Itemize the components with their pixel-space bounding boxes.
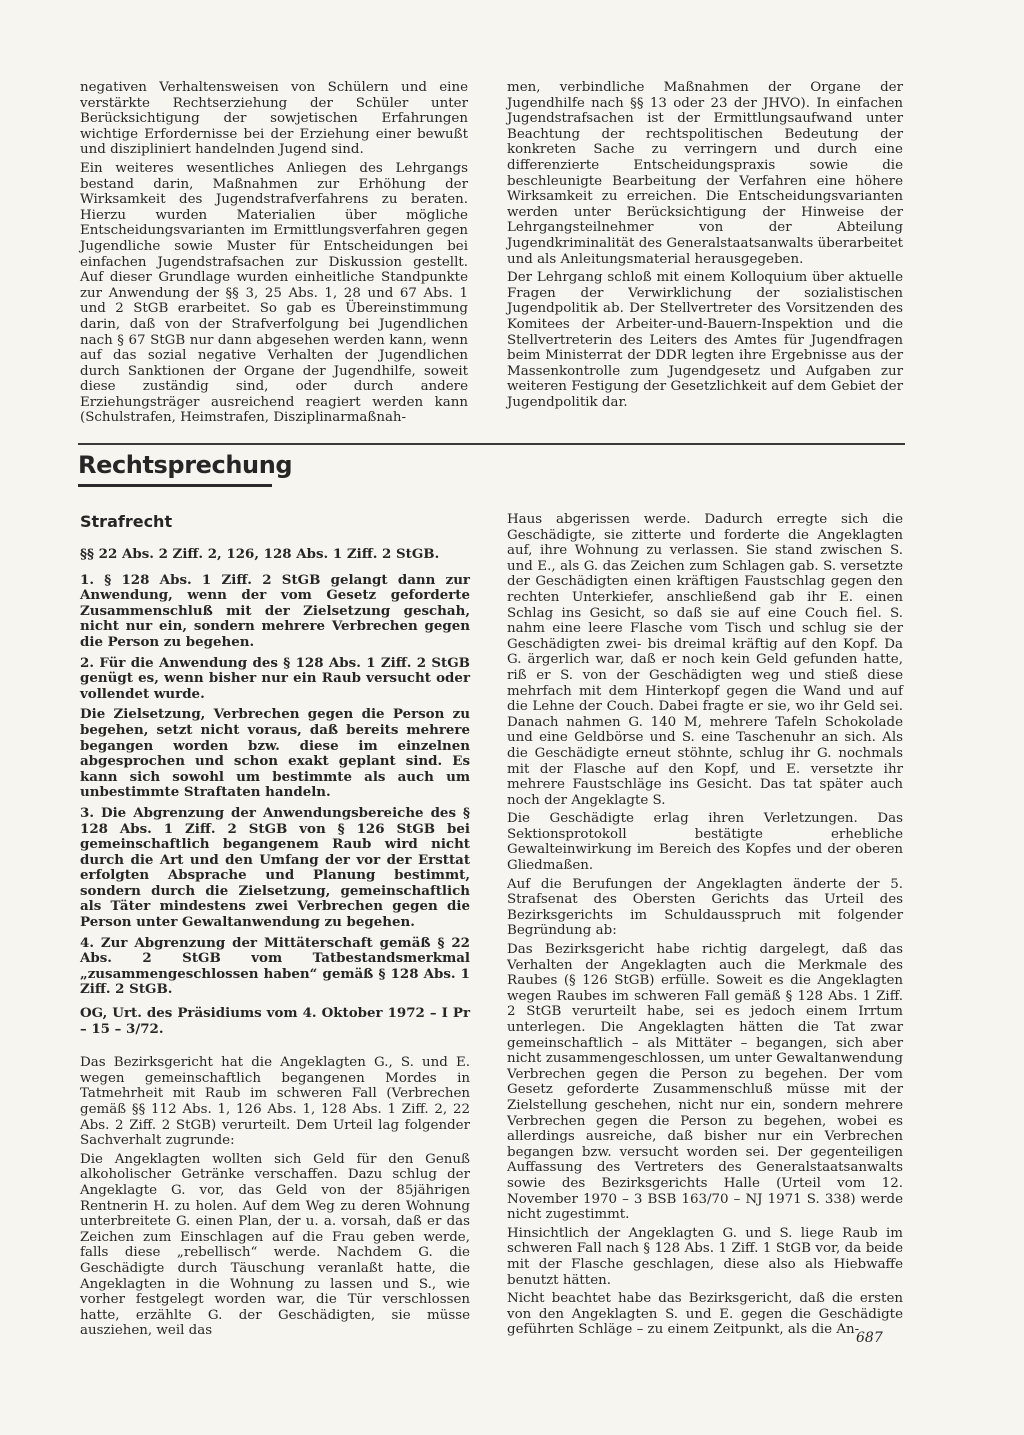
report-paragraph: Ein weiteres wesentliches Anliegen des Lehrgangs bestand darin, Maßnahmen zur Erhöhung der Wirksamkeit des Jugendstrafverfahrens zu beraten. Hierzu wurden Materialien über mögliche Entscheidungsvarianten im Ermittlungsverfahren gegen Jugendliche sowie Muster für Entscheidungen bei einfachen Jugendstrafsachen zur Diskussion gestellt. Auf dieser Grundlage wurden einheitliche Standpunkte zur Anwendung der §§ 3, 25 Abs. 1, 28 und 67 Abs. 1 und 2 StGB erarbeitet. So gab es Übereinstimmung darin, daß von der Strafverfolgung bei Jugendlichen nach § 67 StGB nur dann abgesehen werden kann, wenn auf das sozial negative Verhalten der Jugendlichen durch Sanktionen der Organe der Jugendhilfe, soweit diese zuständig sind, oder durch andere Erziehungsträger ausreichend reagiert werden kann (Schulstrafen, Heimstrafen, Disziplinarmaßnah- bbox=[80, 160, 468, 426]
decision-paragraph: Das Bezirksgericht habe richtig dargelegt, daß das Verhalten der Angeklagten auch die Merkmale des Raubes (§ 126 StGB) erfülle. Soweit es die Angeklagten wegen Raubes im schweren Fall gemäß § 128 Abs. 1 Ziff. 2 StGB verurteilt habe, sei es jedoch einem Irrtum unterlegen. Die Angeklagten hätten die Tat zwar gemeinschaftlich – als Mittäter – begangen, sich aber nicht zusammengeschlossen, um unter Gewaltanwendung Verbrechen gegen die Person zu begehen. Der vom Gesetz geforderte Zusammenschluß müsse mit der Zielstellung geschehen, nicht nur ein, sondern mehrere Verbrechen gegen die Person zu begehen, wobei es allerdings ausreiche, daß bisher nur ein Verbrechen begangen bzw. versucht worden sei. Der gegenteiligen Auffassung des Vertreters des Generalstaatsanwalts sowie des Bezirksgerichts Halle (Urteil vom 12. November 1970 – 3 BSB 163/70 – NJ 1971 S. 338) werde nicht zugestimmt. bbox=[507, 942, 903, 1223]
report-paragraph: Der Lehrgang schloß mit einem Kolloquium über aktuelle Fragen der Verwirklichung der sozialistischen Jugendpolitik ab. Der Stellvertreter des Vorsitzenden des Komitees der Arbeiter-und-Bauern-Inspektion und die Stellvertreterin des Leiters des Amtes für Jugendfragen beim Ministerrat der DDR legten ihre Ergebnisse aus der Massenkontrolle zum Jugendgesetz und Aufgaben zur weiteren Festigung der Gesetzlichkeit auf dem Gebiet der Jugendpolitik dar. bbox=[507, 270, 903, 410]
subsection-heading: Strafrecht bbox=[80, 512, 173, 531]
headnote-2-continued: Die Zielsetzung, Verbrechen gegen die Person zu begehen, setzt nicht voraus, daß bereits mehrere begangen worden bzw. diese im einzelnen abgesprochen und schon exakt geplant sind. Es kann sich sowohl um bestimmte als auch um unbestimmte Straftaten handeln. bbox=[80, 706, 470, 801]
headnote-1: 1. § 128 Abs. 1 Ziff. 2 StGB gelangt dann zur Anwendung, wenn der vom Gesetz geforderte Zusammenschluß mit der Zielsetzung geschah, nicht nur ein, sondern mehrere Verbrechen gegen die Person zu begehen. bbox=[80, 571, 470, 650]
report-column-right bbox=[507, 80, 903, 413]
section-title: Rechtsprechung bbox=[78, 451, 293, 479]
decision-paragraph: Nicht beachtet habe das Bezirksgericht, daß die ersten von den Angeklagten S. und E. gegen die Geschädigte geführten Schläge – zu einem Zeitpunkt, als die An- bbox=[507, 1291, 903, 1338]
page-number: 687 bbox=[856, 1330, 883, 1346]
report-column-left bbox=[80, 80, 468, 429]
norm-citation: §§ 22 Abs. 2 Ziff. 2, 126, 128 Abs. 1 Ziff. 2 StGB. bbox=[80, 546, 440, 562]
headnote-3: 3. Die Abgrenzung der Anwendungsbereiche des § 128 Abs. 1 Ziff. 2 StGB von § 126 StGB bei gemeinschaftlich begangenem Raub wird nicht durch die Art und den Umfang der vor der Ersttat erfolgten Absprache und Planung bestimmt, sondern durch die Zielsetzung, gemeinschaftlich als Täter mindestens zwei Verbrechen gegen die Person unter Gewaltanwendung zu begehen. bbox=[80, 804, 470, 931]
decision-paragraph: Das Bezirksgericht hat die Angeklagten G., S. und E. wegen gemeinschaftlich begangenen Mordes in Tatmehrheit mit Raub im schweren Fall (Verbrechen gemäß §§ 112 Abs. 1, 126 Abs. 1, 128 Abs. 1 Ziff. 2, 22 Abs. 2 Ziff. 2 StGB) verurteilt. Dem Urteil lag folgender Sachverhalt zugrunde: bbox=[80, 1055, 470, 1149]
decision-paragraph: Haus abgerissen werde. Dadurch erregte sich die Geschädigte, sie zitterte und forderte die Angeklagten auf, ihre Wohnung zu verlassen. Sie stand zwischen S. und E., als G. das Zeichen zum Schlagen gab. S. versetzte der Geschädigten einen kräftigen Faustschlag gegen den rechten Unterkiefer, anschließend gab ihr E. einen Schlag ins Gesicht, so daß sie auf eine Couch fiel. S. nahm eine leere Flasche vom Tisch und schlug sie der Geschädigten zwei- bis dreimal kräftig auf den Kopf. Da G. ärgerlich war, daß er noch kein Geld gefunden hatte, riß er S. von der Geschädigten weg und stieß diese mehrfach mit dem Hinterkopf gegen die Wand und auf die Lehne der Couch. Dabei fragte er sie, wo ihr Geld sei. Danach nahmen G. 140 M, mehrere Tafeln Schokolade und eine Geldbörse und S. eine Taschenuhr an sich. Als die Geschädigte erneut stöhnte, schlug ihr G. nochmals mit der Flasche auf den Kopf, und E. versetzte ihr mehrere Faustschläge ins Gesicht. Das tat später auch noch der Angeklagte S. bbox=[507, 512, 903, 808]
headnote-2: 2. Für die Anwendung des § 128 Abs. 1 Ziff. 2 StGB genügt es, wenn bisher nur ein Raub versucht oder vollendet wurde. bbox=[80, 654, 470, 702]
decision-reference: OG, Urt. des Präsidiums vom 4. Oktober 1972 – I Pr – 15 – 3/72. bbox=[80, 1005, 470, 1037]
headnote-4: 4. Zur Abgrenzung der Mittäterschaft gemäß § 22 Abs. 2 StGB vom Tatbestandsmerkmal „zusammengeschlossen haben“ gemäß § 128 Abs. 1 Ziff. 2 StGB. bbox=[80, 934, 470, 998]
decision-column-right bbox=[507, 512, 903, 1341]
decision-paragraph: Die Angeklagten wollten sich Geld für den Genuß alkoholischer Getränke verschaffen. Dazu schlug der Angeklagte G. vor, das Geld von der 85jährigen Rentnerin H. zu holen. Auf dem Weg zu deren Wohnung unterbreitete G. einen Plan, der u. a. vorsah, daß er das Zeichen zum Einschlagen auf die Frau geben werde, falls diese „rebellisch“ werde. Nachdem G. die Geschädigte durch Täuschung veranlaßt hatte, die Angeklagten in die Wohnung zu lassen und S., wie vorher festgelegt worden war, die Tür verschlossen hatte, erzählte G. der Geschädigten, sie müsse ausziehen, weil das bbox=[80, 1151, 470, 1339]
section-title-underline bbox=[78, 484, 272, 487]
decision-paragraph: Auf die Berufungen der Angeklagten änderte der 5. Strafsenat des Obersten Gerichts das Urteil des Bezirksgerichts im Schuldausspruch mit folgender Begründung ab: bbox=[507, 876, 903, 939]
section-divider bbox=[78, 443, 905, 445]
decision-paragraph: Die Geschädigte erlag ihren Verletzungen. Das Sektionsprotokoll bestätigte erhebliche Gewalteinwirkung im Bereich des Kopfes und der oberen Gliedmaßen. bbox=[507, 811, 903, 874]
report-paragraph: men, verbindliche Maßnahmen der Organe der Jugendhilfe nach §§ 13 oder 23 der JHVO). In einfachen Jugendstrafsachen ist der Ermittlungsaufwand unter Beachtung der rechtspolitischen Bedeutung der konkreten Sache zu verringern und durch eine differenzierte Entscheidungspraxis sowie die beschleunigte Bearbeitung der Verfahren eine höhere Wirksamkeit zu erreichen. Die Entscheidungsvarianten werden unter Berücksichtigung der Hinweise der Lehrgangsteilnehmer von der Abteilung Jugendkriminalität des Generalstaatsanwalts überarbeitet und als Anleitungsmaterial herausgegeben. bbox=[507, 80, 903, 267]
decision-paragraph: Hinsichtlich der Angeklagten G. und S. liege Raub im schweren Fall nach § 128 Abs. 1 Ziff. 1 StGB vor, da beide mit der Flasche geschlagen, diese also als Hiebwaffe benutzt hätten. bbox=[507, 1225, 903, 1288]
decision-column-left bbox=[80, 512, 470, 1342]
report-paragraph: negativen Verhaltensweisen von Schülern und eine verstärkte Rechtserziehung der Schüler unter Berücksichtigung der sowjetischen Erfahrungen wichtige Erfordernisse bei der Erziehung einer bewußt und diszipliniert handelnden Jugend sind. bbox=[80, 80, 468, 158]
